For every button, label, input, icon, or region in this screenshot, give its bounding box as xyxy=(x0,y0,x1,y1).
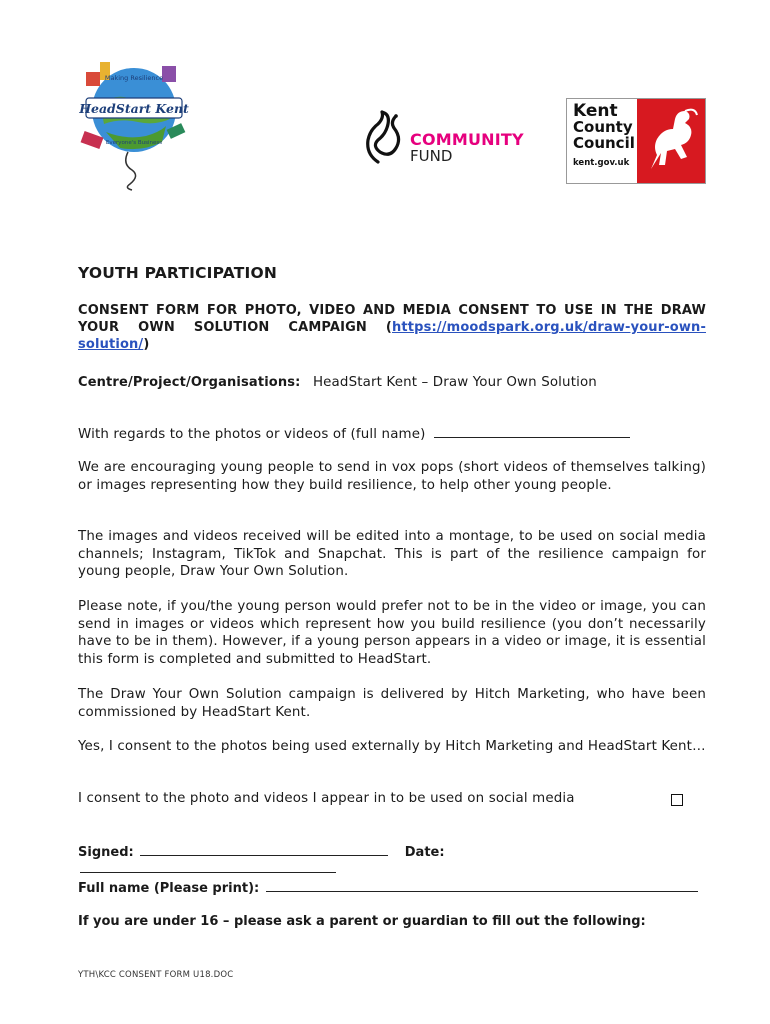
consent-checkbox[interactable] xyxy=(671,794,683,806)
kcc-council-text: Council xyxy=(573,134,635,152)
consent-checkbox-label: I consent to the photo and videos I appear in to be used on social media xyxy=(78,791,575,806)
consent-heading-end: ) xyxy=(143,337,150,352)
headstart-top-text: Making Resilience xyxy=(104,74,164,82)
paragraph-4: The Draw Your Own Solution campaign is delivered by Hitch Marketing, who have been commissioned by HeadStart Kent. xyxy=(78,687,706,720)
fund-text: FUND xyxy=(410,147,453,165)
full-name-row xyxy=(78,879,706,896)
signature-row xyxy=(78,843,706,877)
full-name-label: Full name (Please print): xyxy=(78,881,260,896)
headstart-bottom-text: Everyone's Business xyxy=(105,140,163,146)
paragraph-2: The images and videos received will be edited into a montage, to be used on social media channels; Instagram, TikTok and Snapchat. This is part of the resilience campaign for young people, Draw Your Own Solution. xyxy=(78,529,706,579)
document-footer: YTH\KCC CONSENT FORM U18.DOC xyxy=(78,970,234,980)
centre-label: Centre/Project/Organisations: xyxy=(78,375,301,390)
campaign-link[interactable]: https://moodspark.org.uk/draw-your-own-solution/ xyxy=(78,320,706,352)
date-field[interactable] xyxy=(80,860,336,873)
kcc-county-text: County xyxy=(573,118,633,136)
full-name-field[interactable] xyxy=(434,425,630,438)
page-title: YOUTH PARTICIPATION xyxy=(78,264,278,282)
community-fund-logo xyxy=(360,110,540,170)
signed-label: Signed: xyxy=(78,845,134,860)
community-text: COMMUNITY xyxy=(410,130,524,149)
headstart-kent-logo xyxy=(76,52,192,192)
full-name-print-field[interactable] xyxy=(266,879,698,892)
consent-heading xyxy=(78,302,706,353)
kcc-red-panel xyxy=(637,99,705,183)
paragraph-1: We are encouraging young people to send in vox pops (short videos of themselves talking) or images representing how they build resilience, to help other young people. xyxy=(78,460,706,493)
centre-value: HeadStart Kent – Draw Your Own Solution xyxy=(312,375,597,390)
paragraph-3: Please note, if you/the young person would prefer not to be in the video or image, you can send in images or videos which represent how you build resilience (you don’t necessarily have to be in them). However, if a young person appears in a video or image, it is essential this form is completed and submitted to HeadStart. xyxy=(78,599,706,667)
kcc-url-text: kent.gov.uk xyxy=(573,158,630,168)
under-16-notice: If you are under 16 – please ask a parent or guardian to fill out the following: xyxy=(78,914,646,929)
signature-field[interactable] xyxy=(140,843,388,856)
kcc-kent-text: Kent xyxy=(573,101,618,121)
regards-row xyxy=(78,425,706,444)
centre-row xyxy=(78,374,706,392)
date-label: Date: xyxy=(404,845,445,860)
consent-heading-text: CONSENT FORM FOR PHOTO, VIDEO AND MEDIA CONSENT TO USE IN THE DRAW YOUR OWN SOLUTION CAMPAIGN ( xyxy=(78,303,706,335)
regards-text: With regards to the photos or videos of (full name) xyxy=(78,427,426,442)
crossed-fingers-icon xyxy=(360,110,406,166)
white-horse-icon xyxy=(637,99,705,183)
paragraph-5: Yes, I consent to the photos being used externally by Hitch Marketing and HeadStart Kent… xyxy=(78,739,706,754)
kent-county-council-logo xyxy=(566,98,706,184)
headstart-name-text: HeadStart Kent xyxy=(79,101,189,116)
